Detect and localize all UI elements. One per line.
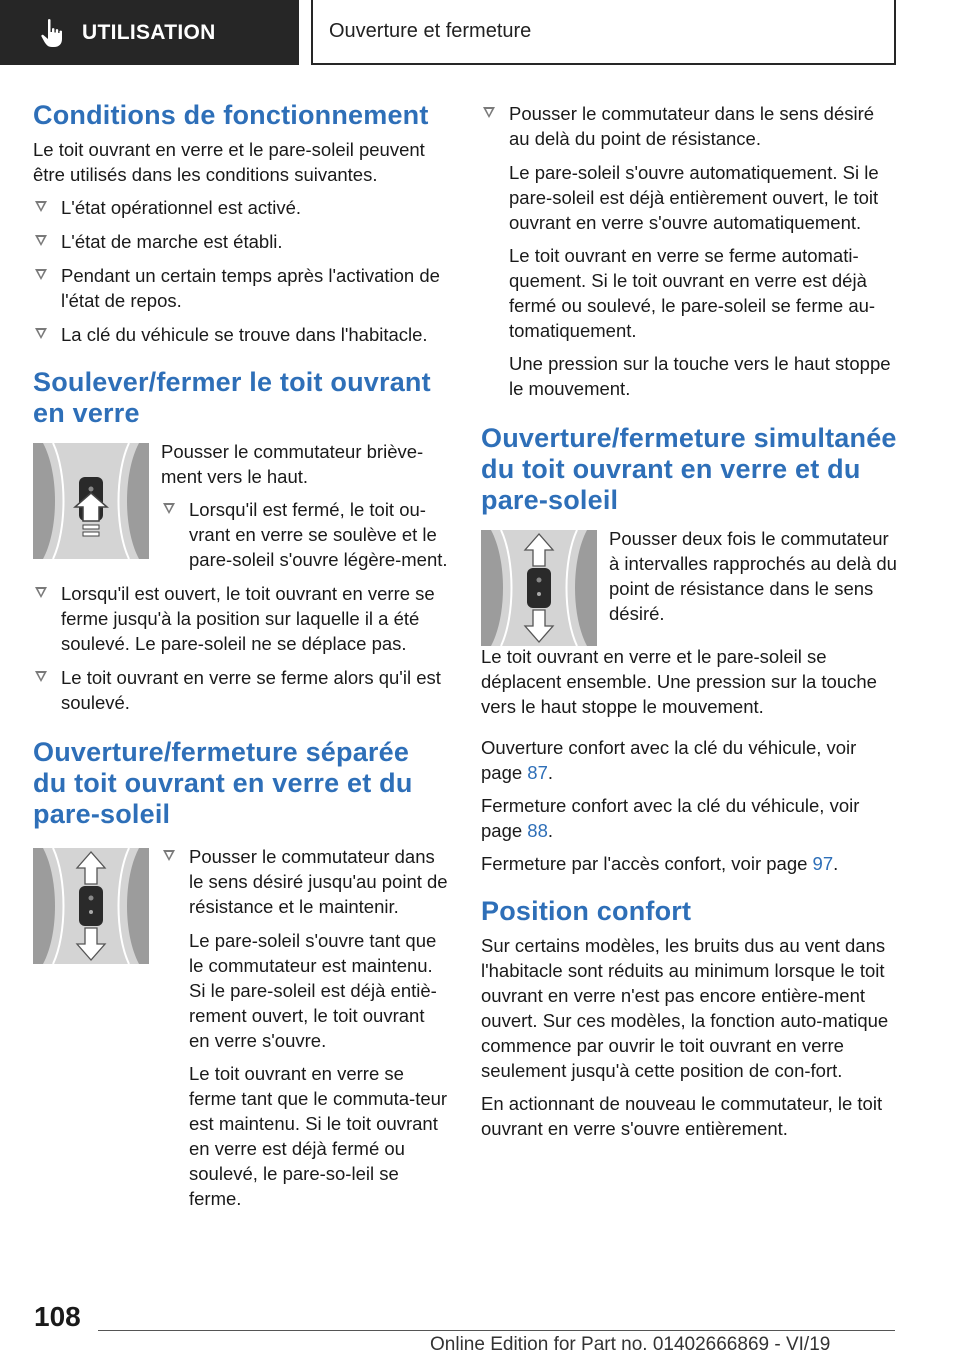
bullet-triangle-icon (35, 587, 47, 598)
lift-figure-row (33, 439, 448, 581)
switch-up-down-illustration (33, 848, 149, 964)
heading-lift-close: Soulever/fermer le toit ouvrant en verre (33, 367, 431, 428)
ref-comfort-access: Fermeture par l'accès confort, voir page 97. (481, 853, 839, 874)
list-item: Pendant un certain temps après l'activation de l'état de repos. (33, 263, 448, 313)
lift-intro: Pousser le commutateur briève-ment vers le haut. (161, 441, 424, 487)
header-section-tab (0, 0, 299, 65)
heading-conditions: Conditions de fonctionnement (33, 100, 429, 130)
list-item: Lorsqu'il est fermé, le toit ou-vrant en verre se soulève et le pare-soleil s'ouvre légère-ment. (161, 497, 448, 572)
hand-pointer-icon (40, 18, 66, 48)
heading-separate: Ouverture/fermeture séparée du toit ouvrant en verre et du pare-soleil (33, 737, 413, 829)
bullet-triangle-icon (483, 107, 495, 118)
bullet-triangle-icon (35, 235, 47, 246)
ref-comfort-close: Fermeture confort avec la clé du véhicule, voir page 88. (481, 795, 860, 841)
heading-comfort-position: Position confort (481, 896, 692, 926)
list-item: L'état de marche est établi. (33, 229, 448, 254)
separate-para-2: Le toit ouvrant en verre se ferme tant que le commuta-teur est maintenu. Si le toit ouvrant en verre est déjà fermé ou soulevé, le pare-so-leil se ferme. (189, 1063, 448, 1209)
subsection-title: Ouverture et fermeture (329, 20, 532, 42)
edition-note: Online Edition for Part no. 01402666869 - VI/19 (430, 1334, 831, 1355)
page-link-87[interactable]: 87 (527, 762, 548, 783)
bullet-triangle-icon (163, 850, 175, 861)
list-item: Lorsqu'il est ouvert, le toit ouvrant en verre se ferme jusqu'à la position sur laquelle il a été soulevé. Le pare-soleil ne se déplace pas. (33, 581, 448, 656)
conditions-intro: Le toit ouvrant en verre et le pare-soleil peuvent être utilisés dans les conditions suivantes. (33, 139, 425, 185)
list-item: L'état opérationnel est activé. (33, 195, 448, 220)
ref-comfort-open: Ouverture confort avec la clé du véhicule, voir page 87. (481, 737, 857, 783)
simultaneous-figure-row (481, 526, 897, 646)
simultaneous-intro: Pousser deux fois le commutateur à intervalles rapprochés au delà du point de résistance dans le sens désiré. (609, 528, 897, 624)
page-number: 108 (34, 1301, 81, 1332)
list-item: La clé du véhicule se trouve dans l'habitacle. (33, 322, 448, 347)
bullet-triangle-icon (163, 503, 175, 514)
list-item: Pousser le commutateur dans le sens désiré au delà du point de résistance. (481, 101, 897, 151)
auto-para-3: Une pression sur la touche vers le haut stoppe le mouvement. (509, 353, 891, 399)
separate-para-1: Le pare-soleil s'ouvre tant que le commutateur est maintenu. Si le pare-soleil est déjà entiè-rement ouvert, le toit ouvrant en verre s'ouvre. (189, 930, 437, 1051)
auto-para-1: Le pare-soleil s'ouvre automatiquement. Si le pare-soleil est déjà entièrement ouvert, le toit ouvrant en verre s'ouvre automatiquement. (509, 162, 879, 233)
bullet-triangle-icon (35, 201, 47, 212)
header-subsection-tab (311, 0, 896, 65)
bullet-triangle-icon (35, 269, 47, 280)
list-item: Le toit ouvrant en verre se ferme alors qu'il est soulevé. (33, 665, 448, 715)
page-link-88[interactable]: 88 (527, 820, 548, 841)
right-column (481, 101, 897, 1149)
switch-double-illustration (481, 530, 597, 646)
comfort-para-2: En actionnant de nouveau le commutateur, le toit ouvrant en verre s'ouvre entièrement. (481, 1093, 883, 1139)
heading-simultaneous: Ouverture/fermeture simultanée du toit ouvrant en verre et du pare-soleil (481, 423, 897, 515)
bullet-triangle-icon (35, 671, 47, 682)
list-item: Pousser le commutateur dans le sens désiré jusqu'au point de résistance et le maintenir. (161, 844, 448, 919)
section-title: UTILISATION (82, 20, 216, 44)
separate-figure-row (33, 844, 448, 1219)
simultaneous-para: Le toit ouvrant en verre et le pare-soleil se déplacent ensemble. Une pression sur la touche vers le haut stoppe le mouvement. (481, 646, 877, 717)
switch-up-illustration (33, 443, 149, 559)
left-column (33, 100, 448, 1219)
auto-para-2: Le toit ouvrant en verre se ferme automati-quement. Si le toit ouvrant en verre est déjà fermé ou soulevé, le pare-soleil se ferme au-tomatiquement. (509, 245, 876, 341)
page-link-97[interactable]: 97 (812, 853, 834, 874)
footer-divider (98, 1330, 895, 1331)
comfort-para-1: Sur certains modèles, les bruits dus au vent dans l'habitacle sont réduits au minimum lorsque le toit ouvrant en verre n'est pas encore entière-ment ouvert. Sur ces modèles, la fonction auto-matique commence par ouvrir le toit ouvrant en verre seulement jusqu'à cette position de con-fort. (481, 935, 889, 1081)
bullet-triangle-icon (35, 328, 47, 339)
